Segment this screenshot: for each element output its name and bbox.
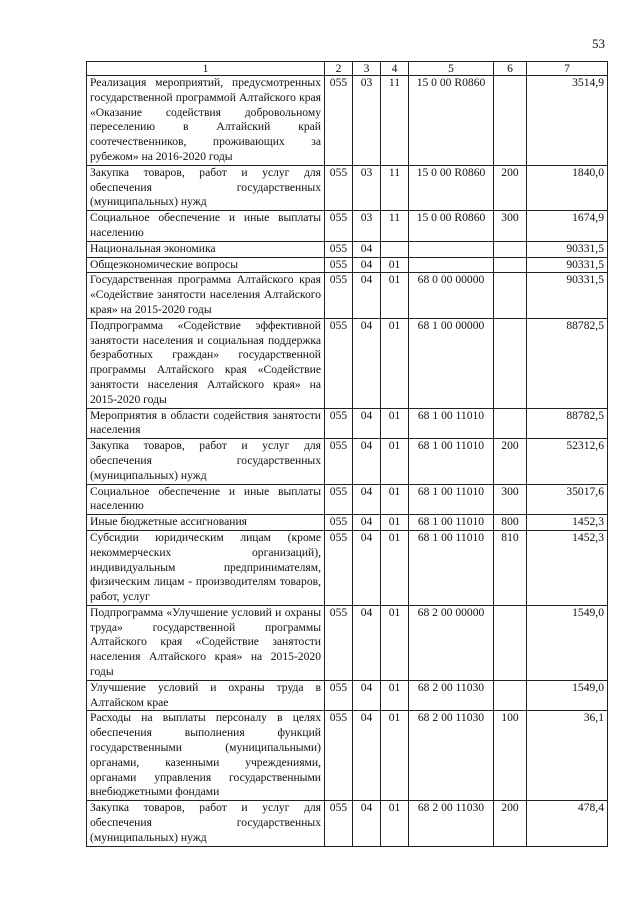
cell-name: Подпрограмма «Улучшение условий и охраны труда» государственной программы Алтайского края «Содействие занятости населения Алтайского края» на 2015-2020 годы — [87, 605, 325, 680]
budget-table — [86, 61, 608, 847]
table-row — [87, 318, 608, 408]
cell-amount: 1452,3 — [527, 530, 608, 605]
cell-expense-type — [494, 257, 527, 273]
cell-name: Социальное обеспечение и иные выплаты населению — [87, 484, 325, 515]
cell-admin-code: 055 — [325, 439, 353, 484]
cell-name: Расходы на выплаты персоналу в целях обеспечения выполнения функций государственными (муниципальными) органами, казенными учреждениями, органами управления государственными внебюджетными фондами — [87, 711, 325, 801]
table-body — [87, 76, 608, 847]
cell-expense-type: 200 — [494, 801, 527, 846]
cell-name: Улучшение условий и охраны труда в Алтайском крае — [87, 680, 325, 711]
cell-admin-code: 055 — [325, 680, 353, 711]
cell-target-article: 68 1 00 11010 — [409, 530, 494, 605]
cell-subsection: 11 — [381, 76, 409, 166]
cell-section: 04 — [353, 273, 381, 318]
cell-amount: 1549,0 — [527, 680, 608, 711]
cell-subsection: 01 — [381, 530, 409, 605]
cell-subsection: 01 — [381, 711, 409, 801]
cell-name: Иные бюджетные ассигнования — [87, 515, 325, 531]
cell-amount: 478,4 — [527, 801, 608, 846]
cell-target-article: 15 0 00 R0860 — [409, 165, 494, 210]
cell-section: 04 — [353, 530, 381, 605]
header-col-7: 7 — [527, 62, 608, 76]
cell-section: 04 — [353, 408, 381, 439]
cell-target-article: 68 1 00 11010 — [409, 408, 494, 439]
cell-expense-type: 200 — [494, 439, 527, 484]
cell-target-article: 68 1 00 00000 — [409, 318, 494, 408]
header-col-4: 4 — [381, 62, 409, 76]
cell-expense-type — [494, 408, 527, 439]
cell-target-article: 15 0 00 R0860 — [409, 76, 494, 166]
cell-target-article: 68 2 00 00000 — [409, 605, 494, 680]
cell-admin-code: 055 — [325, 801, 353, 846]
cell-subsection: 01 — [381, 439, 409, 484]
cell-admin-code: 055 — [325, 711, 353, 801]
cell-target-article: 68 1 00 11010 — [409, 515, 494, 531]
cell-admin-code: 055 — [325, 211, 353, 242]
cell-name: Национальная экономика — [87, 241, 325, 257]
cell-admin-code: 055 — [325, 605, 353, 680]
cell-admin-code: 055 — [325, 165, 353, 210]
cell-subsection — [381, 241, 409, 257]
cell-section: 04 — [353, 439, 381, 484]
cell-section: 04 — [353, 680, 381, 711]
cell-expense-type: 100 — [494, 711, 527, 801]
cell-admin-code: 055 — [325, 515, 353, 531]
table-row — [87, 801, 608, 846]
table-row — [87, 711, 608, 801]
header-col-6: 6 — [494, 62, 527, 76]
cell-amount: 1674,9 — [527, 211, 608, 242]
cell-name: Подпрограмма «Содействие эффективной занятости населения и социальная поддержка безработных граждан» государственной программы Алтайского края «Содействие занятости населения Алтайского края» на 2015-2020 годы — [87, 318, 325, 408]
cell-name: Закупка товаров, работ и услуг для обеспечения государственных (муниципальных) нужд — [87, 439, 325, 484]
cell-subsection: 01 — [381, 484, 409, 515]
cell-expense-type — [494, 318, 527, 408]
cell-amount: 90331,5 — [527, 241, 608, 257]
table-row — [87, 273, 608, 318]
cell-amount: 3514,9 — [527, 76, 608, 166]
cell-expense-type: 300 — [494, 484, 527, 515]
cell-target-article: 68 1 00 11010 — [409, 439, 494, 484]
cell-amount: 1840,0 — [527, 165, 608, 210]
cell-target-article: 68 0 00 00000 — [409, 273, 494, 318]
cell-admin-code: 055 — [325, 241, 353, 257]
cell-amount: 1452,3 — [527, 515, 608, 531]
header-col-1: 1 — [87, 62, 325, 76]
cell-subsection: 11 — [381, 211, 409, 242]
cell-subsection: 01 — [381, 605, 409, 680]
cell-subsection: 01 — [381, 257, 409, 273]
cell-section: 04 — [353, 241, 381, 257]
cell-target-article: 68 2 00 11030 — [409, 680, 494, 711]
table-row — [87, 515, 608, 531]
cell-subsection: 01 — [381, 515, 409, 531]
table-row — [87, 165, 608, 210]
cell-name: Субсидии юридическим лицам (кроме некоммерческих организаций), индивидуальным предпринимателям, физическим лицам - производителям товаров, работ, услуг — [87, 530, 325, 605]
cell-name: Государственная программа Алтайского края «Содействие занятости населения Алтайского края» на 2015-2020 годы — [87, 273, 325, 318]
cell-section: 04 — [353, 318, 381, 408]
table-row — [87, 241, 608, 257]
cell-name: Закупка товаров, работ и услуг для обеспечения государственных (муниципальных) нужд — [87, 801, 325, 846]
table-row — [87, 211, 608, 242]
table-row — [87, 439, 608, 484]
cell-section: 04 — [353, 605, 381, 680]
cell-admin-code: 055 — [325, 257, 353, 273]
cell-expense-type — [494, 76, 527, 166]
cell-subsection: 11 — [381, 165, 409, 210]
page-number: 53 — [592, 36, 605, 51]
table-row — [87, 257, 608, 273]
cell-target-article: 68 2 00 11030 — [409, 801, 494, 846]
cell-name: Общеэкономические вопросы — [87, 257, 325, 273]
cell-name: Социальное обеспечение и иные выплаты населению — [87, 211, 325, 242]
cell-name: Мероприятия в области содействия занятости населения — [87, 408, 325, 439]
cell-expense-type: 300 — [494, 211, 527, 242]
cell-subsection: 01 — [381, 273, 409, 318]
header-col-5: 5 — [409, 62, 494, 76]
header-col-2: 2 — [325, 62, 353, 76]
cell-expense-type — [494, 241, 527, 257]
cell-subsection: 01 — [381, 801, 409, 846]
cell-admin-code: 055 — [325, 484, 353, 515]
table-row — [87, 76, 608, 166]
table-row — [87, 408, 608, 439]
cell-amount: 88782,5 — [527, 408, 608, 439]
table-row — [87, 484, 608, 515]
cell-target-article: 68 1 00 11010 — [409, 484, 494, 515]
cell-amount: 35017,6 — [527, 484, 608, 515]
cell-target-article — [409, 241, 494, 257]
cell-target-article: 68 2 00 11030 — [409, 711, 494, 801]
cell-section: 03 — [353, 211, 381, 242]
cell-expense-type: 810 — [494, 530, 527, 605]
cell-section: 04 — [353, 711, 381, 801]
cell-section: 03 — [353, 76, 381, 166]
cell-amount: 36,1 — [527, 711, 608, 801]
cell-section: 04 — [353, 257, 381, 273]
cell-target-article — [409, 257, 494, 273]
cell-amount: 52312,6 — [527, 439, 608, 484]
cell-expense-type — [494, 273, 527, 318]
table-row — [87, 680, 608, 711]
header-col-3: 3 — [353, 62, 381, 76]
cell-expense-type — [494, 605, 527, 680]
cell-admin-code: 055 — [325, 530, 353, 605]
cell-section: 04 — [353, 801, 381, 846]
table-row — [87, 530, 608, 605]
cell-admin-code: 055 — [325, 318, 353, 408]
cell-target-article: 15 0 00 R0860 — [409, 211, 494, 242]
cell-subsection: 01 — [381, 680, 409, 711]
cell-expense-type: 200 — [494, 165, 527, 210]
cell-expense-type — [494, 680, 527, 711]
cell-amount: 1549,0 — [527, 605, 608, 680]
cell-admin-code: 055 — [325, 273, 353, 318]
cell-amount: 90331,5 — [527, 273, 608, 318]
cell-subsection: 01 — [381, 408, 409, 439]
header-row — [87, 62, 608, 76]
cell-expense-type: 800 — [494, 515, 527, 531]
cell-section: 03 — [353, 165, 381, 210]
cell-admin-code: 055 — [325, 76, 353, 166]
cell-section: 04 — [353, 515, 381, 531]
cell-admin-code: 055 — [325, 408, 353, 439]
cell-section: 04 — [353, 484, 381, 515]
cell-amount: 88782,5 — [527, 318, 608, 408]
cell-name: Закупка товаров, работ и услуг для обеспечения государственных (муниципальных) нужд — [87, 165, 325, 210]
cell-name: Реализация мероприятий, предусмотренных государственной программой Алтайского края «Оказание содействия добровольному переселению в Алтайский край соотечественников, проживающих за рубежом» на 2016-2020 годы — [87, 76, 325, 166]
cell-subsection: 01 — [381, 318, 409, 408]
cell-amount: 90331,5 — [527, 257, 608, 273]
table-row — [87, 605, 608, 680]
